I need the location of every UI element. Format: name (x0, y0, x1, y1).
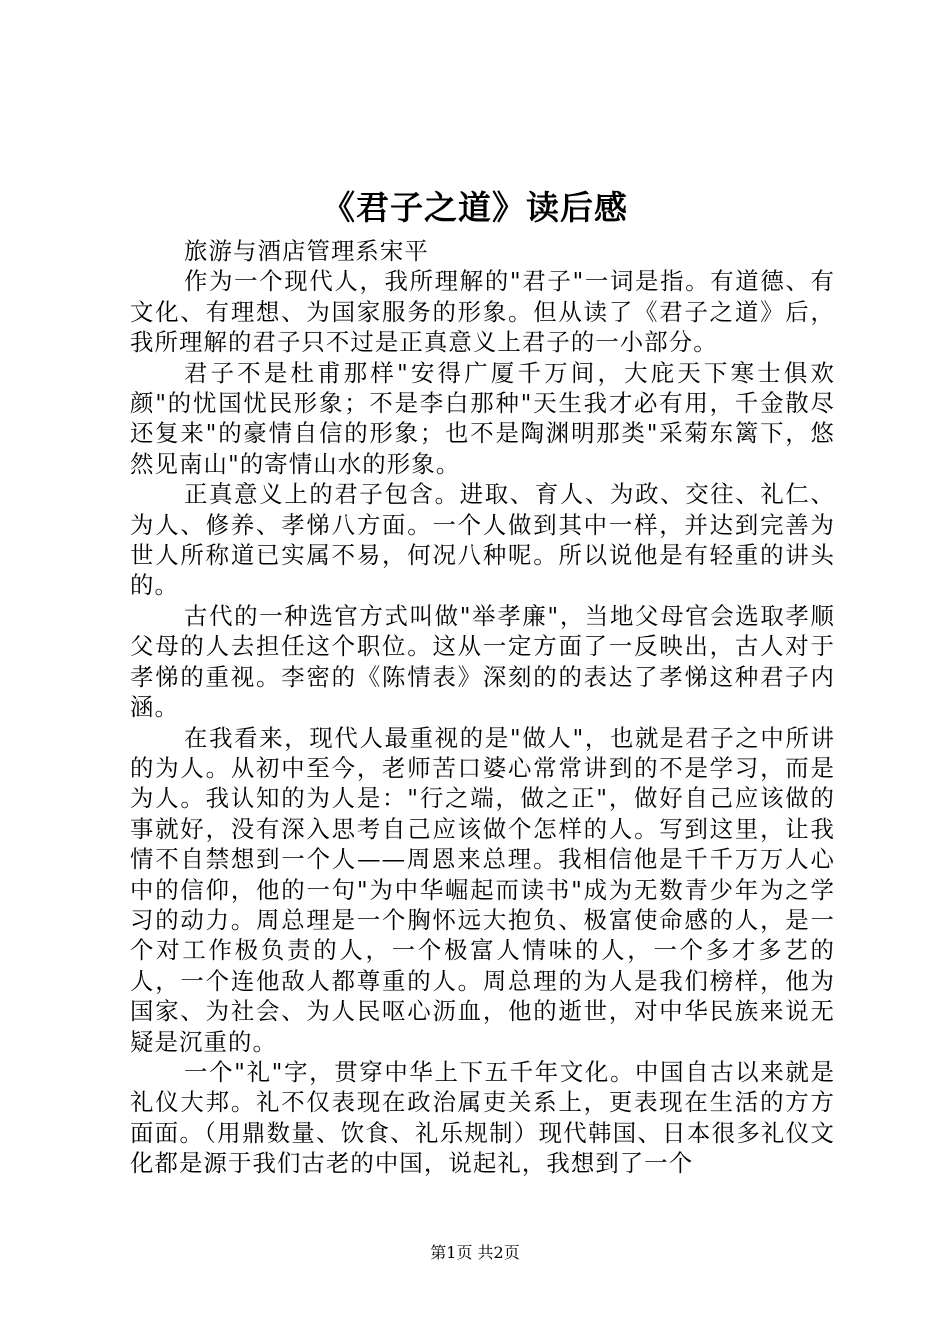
author-line: 旅游与酒店管理系宋平 (184, 237, 429, 265)
paragraph: 一个"礼"字，贯穿中华上下五千年文化。中国自古以来就是礼仪大邦。礼不仅表现在政治属吏关系上，更表现在生活的方方面面。（用鼎数量、饮食、礼乐规制）现代韩国、日本很多礼仪文化都是源于我们古老的中国，说起礼，我想到了一个 (130, 1057, 835, 1178)
paragraph: 正真意义上的君子包含。进取、育人、为政、交往、礼仁、为人、修养、孝悌八方面。一个人做到其中一样，并达到完善为世人所称道已实属不易，何况八种呢。所以说他是有轻重的讲头的。 (130, 480, 835, 600)
document-body (130, 236, 835, 1179)
paragraph: 在我看来，现代人最重视的是"做人"，也就是君子之中所讲的为人。从初中至今，老师苦口婆心常常讲到的不是学习，而是为人。我认知的为人是："行之端，做之正"，做好自己应该做的事就好，没有深入思考自己应该做个怎样的人。写到这里，让我情不自禁想到一个人——周恩来总理。我相信他是千千万万人心中的信仰，他的一句"为中华崛起而读书"成为无数青少年为之学习的动力。周总理是一个胸怀远大抱负、极富使命感的人，是一个对工作极负责的人，一个极富人情味的人，一个多才多艺的人，一个连他敌人都尊重的人。周总理的为人是我们榜样，他为国家、为社会、为人民呕心沥血，他的逝世，对中华民族来说无疑是沉重的。 (130, 723, 835, 1056)
paragraph: 作为一个现代人，我所理解的"君子"一词是指。有道德、有文化、有理想、为国家服务的形象。但从读了《君子之道》后，我所理解的君子只不过是正真意义上君子的一小部分。 (130, 267, 835, 357)
paragraph: 古代的一种选官方式叫做"举孝廉"，当地父母官会选取孝顺父母的人去担任这个职位。这从一定方面了一反映出，古人对于孝悌的重视。李密的《陈情表》深刻的的表达了孝悌这种君子内涵。 (130, 601, 835, 722)
document-title: 《君子之道》读后感 (322, 188, 628, 227)
paragraph: 君子不是杜甫那样"安得广厦千万间，大庇天下寒士俱欢颜"的忧国忧民形象；不是李白那种"天生我才必有用，千金散尽还复来"的豪情自信的形象；也不是陶渊明那类"采菊东篱下，悠然见南山"的寄情山水的形象。 (130, 358, 835, 478)
page-footer: 第1页 共2页 (430, 1243, 520, 1262)
